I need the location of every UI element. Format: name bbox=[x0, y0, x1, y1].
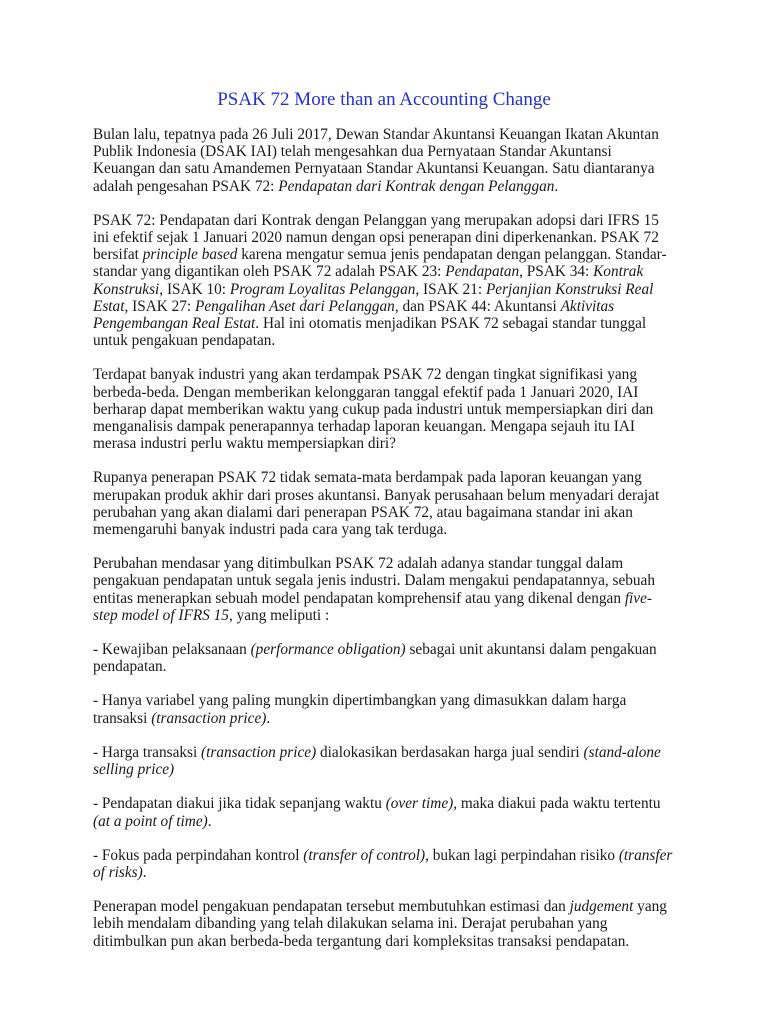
text-run: - Fokus pada perpindahan kontrol bbox=[93, 846, 304, 864]
paragraph bbox=[93, 641, 675, 675]
paragraph bbox=[93, 126, 675, 195]
text-run: dialokasikan berdasakan harga jual sendiri bbox=[316, 743, 584, 761]
paragraph bbox=[93, 847, 675, 881]
text-run: , ISAK 27: bbox=[124, 297, 195, 315]
paragraph bbox=[93, 795, 675, 829]
italic-text: (transfer of risks) bbox=[93, 846, 673, 881]
italic-text: (transfer of control) bbox=[303, 846, 426, 864]
italic-text: (transaction price) bbox=[151, 709, 267, 727]
text-run: Perubahan mendasar yang ditimbulkan PSAK 72 adalah adanya standar tunggal dalam pengakuan pendapatan untuk segala jenis industri. Dalam mengakui pendapatannya, sebuah entitas menerapkan sebuah model pendapatan komprehensif atau yang dikenal dengan bbox=[93, 555, 655, 607]
text-run: . bbox=[266, 709, 271, 727]
text-run: , maka diakui pada waktu tertentu bbox=[453, 795, 661, 813]
text-run: . bbox=[554, 177, 559, 195]
italic-text: judgement bbox=[569, 898, 634, 916]
italic-text: (performance obligation) bbox=[250, 641, 406, 659]
text-run: Bulan lalu, tepatnya pada 26 Juli 2017, Dewan Standar Akuntansi Keuangan Ikatan Akuntan Publik Indonesia (DSAK IAI) telah mengesahkan dua Pernyataan Standar Akuntansi Keuangan dan satu Amandemen Pernyataan Standar Akuntansi Keuangan. Satu diantaranya adalah pengesahan PSAK 72: bbox=[93, 126, 659, 195]
paragraph bbox=[93, 898, 675, 950]
text-run: , dan PSAK 44: Akuntansi bbox=[394, 297, 561, 315]
italic-text: (at a point of time) bbox=[93, 812, 208, 830]
paragraph bbox=[93, 692, 675, 726]
italic-text: Pengalihan Aset dari Pelanggan bbox=[195, 297, 395, 315]
text-run: , ISAK 21: bbox=[415, 280, 486, 298]
italic-text: five-step model of IFRS 15 bbox=[93, 589, 652, 624]
document-title: PSAK 72 More than an Accounting Change bbox=[217, 89, 551, 110]
text-run: Rupanya penerapan PSAK 72 tidak semata-mata berdampak pada laporan keuangan yang merupakan produk akhir dari proses akuntansi. Banyak perusahaan belum menyadari derajat perubahan yang akan dialami dari penerapan PSAK 72, atau bagaimana standar ini akan memengaruhi banyak industri pada cara yang tak terduga. bbox=[93, 469, 660, 539]
paragraph bbox=[93, 366, 675, 452]
italic-text: Perjanjian Konstruksi Real Estat bbox=[93, 280, 654, 315]
paragraph bbox=[93, 555, 675, 624]
paragraph bbox=[93, 744, 675, 778]
text-run: - Hanya variabel yang paling mungkin dipertimbangkan yang dimasukkan dalam harga transaksi bbox=[93, 692, 627, 727]
text-run: , ISAK 10: bbox=[159, 280, 230, 298]
text-run: , bukan lagi perpindahan risiko bbox=[425, 846, 619, 864]
italic-text: principle based bbox=[142, 246, 238, 264]
text-run: yang lebih mendalam dibanding yang telah dilakukan selama ini. Derajat perubahan yang ditimbulkan pun akan berbeda-beda tergantung dari kompleksitas transaksi pendapatan. bbox=[93, 898, 667, 950]
italic-text: (transaction price) bbox=[201, 743, 317, 761]
text-run: - Kewajiban pelaksanaan bbox=[93, 641, 251, 659]
italic-text: (over time) bbox=[385, 795, 454, 813]
document-page bbox=[93, 88, 675, 967]
text-run: . bbox=[142, 863, 147, 881]
italic-text: Program Loyalitas Pelanggan bbox=[229, 280, 416, 298]
text-run: , PSAK 34: bbox=[519, 263, 594, 281]
paragraph bbox=[93, 212, 675, 350]
italic-text: Pendapatan dari Kontrak dengan Pelanggan bbox=[278, 177, 555, 195]
italic-text: (stand-alone selling price) bbox=[93, 743, 661, 779]
text-run: Penerapan model pengakuan pendapatan tersebut membutuhkan estimasi dan bbox=[93, 898, 570, 916]
text-run: sebagai unit akuntansi dalam pengakuan pendapatan. bbox=[93, 641, 657, 676]
paragraph bbox=[93, 469, 675, 538]
text-run: karena mengatur semua jenis pendapatan dengan pelanggan. Standar-standar yang digantikan oleh PSAK 72 adalah PSAK 23: bbox=[93, 246, 667, 281]
document-body bbox=[93, 126, 675, 950]
italic-text: Kontrak Konstruksi bbox=[93, 263, 644, 298]
text-run: . bbox=[207, 812, 212, 830]
text-run: , yang meliputi : bbox=[228, 606, 330, 624]
text-run: Terdapat banyak industri yang akan terdampak PSAK 72 dengan tingkat signifikasi yang berbeda-beda. Dengan memberikan kelonggaran tanggal efektif pada 1 Januari 2020, IAI berharap dapat memberikan waktu yang cukup pada industri untuk mempersiapkan diri dan menganalisis dampak penerapannya terhadap laporan keuangan. Mengapa sejauh itu IAI merasa industri perlu waktu mempersiapkan diri? bbox=[93, 366, 654, 453]
text-run: - Harga transaksi bbox=[93, 743, 202, 761]
text-run: PSAK 72: Pendapatan dari Kontrak dengan Pelanggan yang merupakan adopsi dari IFRS 15 ini efektif sejak 1 Januari 2020 namun dengan opsi penerapan dini diperkenankan. PSAK 72 bersifat bbox=[93, 211, 659, 264]
italic-text: Aktivitas Pengembangan Real Estat bbox=[93, 297, 615, 333]
text-run: - Pendapatan diakui jika tidak sepanjang waktu bbox=[93, 795, 386, 813]
italic-text: Pendapatan bbox=[445, 263, 520, 281]
text-run: . Hal ini otomatis menjadikan PSAK 72 sebagai standar tunggal untuk pengakuan pendapatan. bbox=[93, 315, 647, 350]
